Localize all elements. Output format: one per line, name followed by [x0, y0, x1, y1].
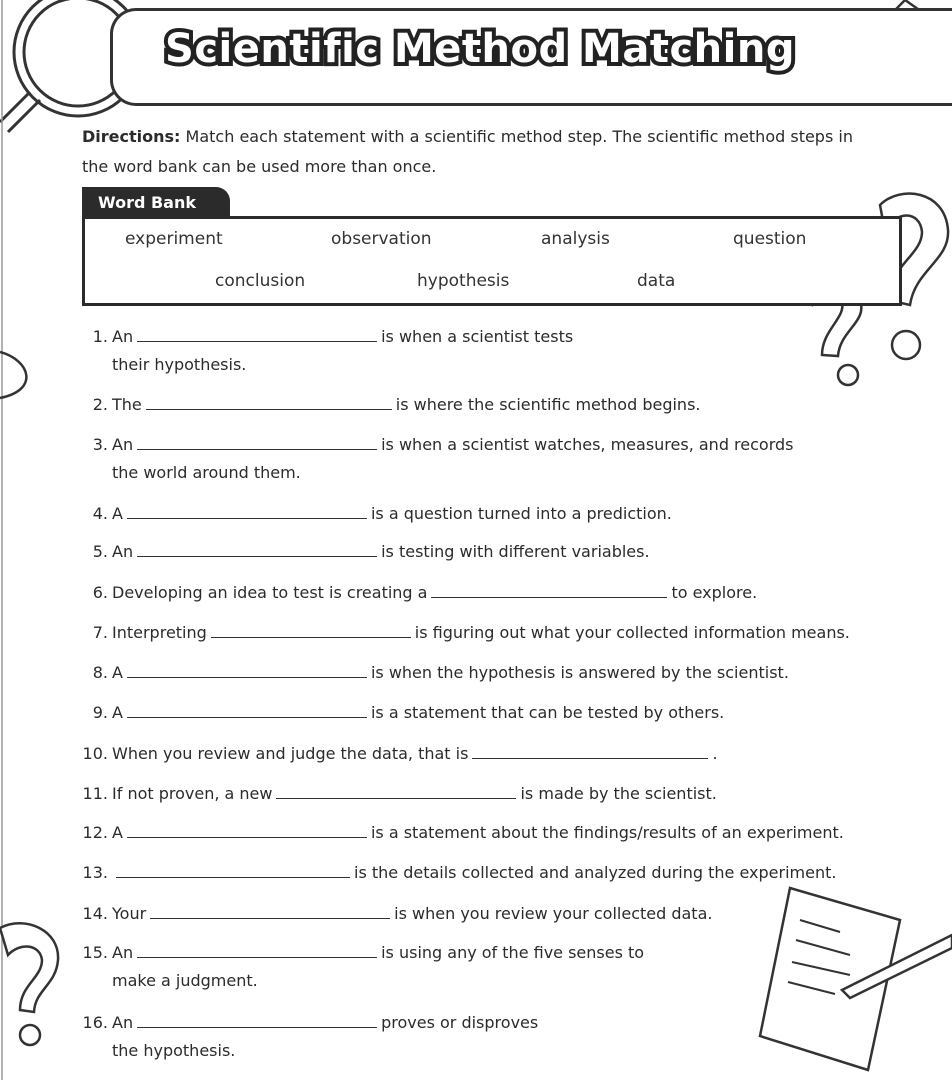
answer-blank[interactable] [146, 391, 392, 410]
question-item: 1. An is when a scientist tests their hypothesis. [72, 323, 912, 379]
answer-blank[interactable] [127, 819, 367, 838]
question-item: 10. When you review and judge the data, that is . [72, 740, 912, 768]
directions-label: Directions: [82, 127, 181, 146]
page-title: Scientific Method Matching [165, 26, 795, 72]
left-side-hook [0, 352, 26, 398]
question-item: 5. An is testing with different variables. [72, 538, 912, 566]
question-item: 15. An is using any of the five senses to make a judgment. [72, 939, 912, 995]
question-item: 11. If not proven, a new is made by the scientist. [72, 780, 912, 808]
answer-blank[interactable] [127, 500, 367, 519]
answer-blank[interactable] [137, 538, 377, 557]
question-item: 13. is the details collected and analyzed during the experiment. [72, 859, 912, 887]
answer-blank[interactable] [150, 900, 390, 919]
word-bank-item: data [637, 271, 676, 291]
word-bank-label: Word Bank [82, 187, 230, 219]
question-item: 2. The is where the scientific method begins. [72, 391, 912, 419]
question-item: 7. Interpreting is figuring out what your collected information means. [72, 619, 912, 647]
answer-blank[interactable] [127, 699, 367, 718]
word-bank-item: question [733, 229, 807, 249]
word-bank-item: hypothesis [417, 271, 510, 291]
question-item: 6. Developing an idea to test is creating a to explore. [72, 579, 912, 607]
answer-blank[interactable] [116, 859, 350, 878]
question-item: 4. A is a question turned into a prediction. [72, 500, 912, 528]
question-item: 14. Your is when you review your collected data. [72, 900, 912, 928]
word-bank-item: analysis [541, 229, 610, 249]
answer-blank[interactable] [137, 323, 377, 342]
answer-blank[interactable] [137, 939, 377, 958]
question-item: 16. An proves or disproves the hypothesis. [72, 1009, 912, 1065]
directions-text: Match each statement with a scientific method step. The scientific method steps in the word bank can be used more than once. [82, 127, 853, 176]
answer-blank[interactable] [127, 659, 367, 678]
answer-blank[interactable] [137, 431, 377, 450]
word-bank [82, 216, 902, 306]
question-item: 8. A is when the hypothesis is answered by the scientist. [72, 659, 912, 687]
answer-blank[interactable] [431, 579, 667, 598]
answer-blank[interactable] [211, 619, 411, 638]
word-bank-item: conclusion [215, 271, 306, 291]
question-item: 3. An is when a scientist watches, measures, and records the world around them. [72, 431, 912, 487]
answer-blank[interactable] [276, 780, 516, 799]
directions [82, 122, 882, 182]
answer-blank[interactable] [472, 740, 708, 759]
question-item: 12. A is a statement about the findings/results of an experiment. [72, 819, 912, 847]
question-mark-icon-left [0, 923, 58, 1045]
word-bank-item: experiment [125, 229, 223, 249]
answer-blank[interactable] [137, 1009, 377, 1028]
word-bank-item: observation [331, 229, 432, 249]
question-item: 9. A is a statement that can be tested by others. [72, 699, 912, 727]
